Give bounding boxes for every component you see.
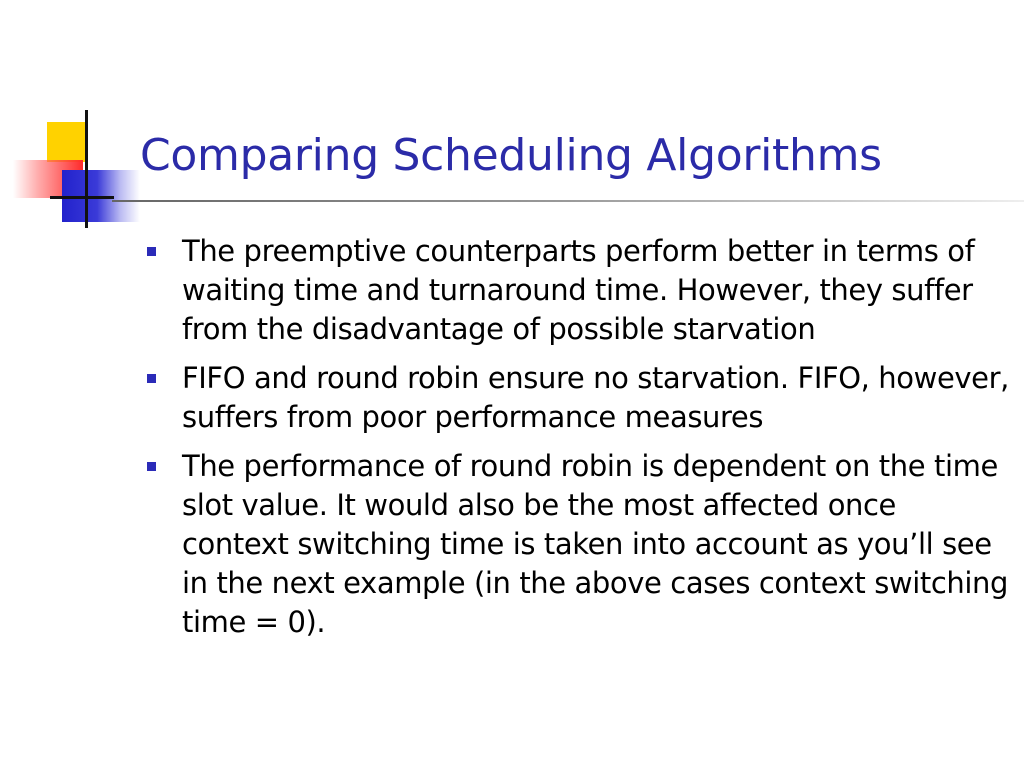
decorative-logo bbox=[0, 0, 160, 240]
bullet-text: FIFO and round robin ensure no starvation. FIFO, however, suffers from poor performance measures bbox=[182, 361, 1009, 434]
bullet-text: The performance of round robin is dependent on the time slot value. It would also be the most affected once context switching time is taken into account as you’ll see in the next example (in the above cases context switching time = 0). bbox=[182, 449, 1009, 639]
square-bullet-icon bbox=[147, 247, 156, 256]
bullet-item bbox=[150, 359, 1010, 437]
slide-title: Comparing Scheduling Algorithms bbox=[140, 130, 882, 181]
square-bullet-icon bbox=[147, 462, 156, 471]
logo-vertical-line bbox=[85, 110, 88, 228]
logo-horizontal-line bbox=[50, 196, 114, 199]
bullet-item bbox=[150, 447, 1010, 642]
bullet-item bbox=[150, 232, 1010, 349]
logo-yellow-square bbox=[47, 122, 85, 162]
title-underline bbox=[112, 200, 1024, 202]
bullet-list bbox=[150, 232, 1010, 652]
bullet-text: The preemptive counterparts perform better in terms of waiting time and turnaround time. However, they suffer from the disadvantage of possible starvation bbox=[182, 234, 975, 346]
square-bullet-icon bbox=[147, 374, 156, 383]
